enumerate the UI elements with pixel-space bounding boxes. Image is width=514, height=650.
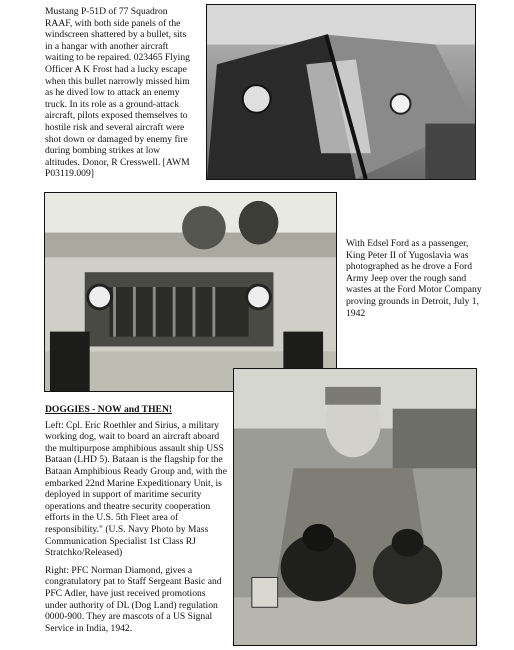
doggies-text: [45, 404, 228, 640]
jeep-caption-text: With Edsel Ford as a passenger, King Peter II of Yugoslavia was photographed as he drove a Ford Army Jeep over the rough sand wastes at the Ford Motor Company proving grounds in Detroit, July 1, 1942: [346, 238, 482, 319]
doggies-right-caption: Right: PFC Norman Diamond, gives a congratulatory pat to Staff Sergeant Basic and PFC Adler, have just received promotions under authority of DL (Dog Land) regulation 0000-900. They are mascots of a US Signal Service in India, 1942.: [45, 564, 222, 634]
doggies-photo: [233, 368, 477, 646]
jeep-photo: [44, 192, 337, 392]
p51d-windscreen-photo: [206, 4, 476, 180]
doggies-left-caption: Left: Cpl. Eric Roethler and Sirius, a military working dog, wait to board an aircraft aboard the multipurpose amphibious assault ship USS Bataan (LHD 5). Bataan is the flagship for the Bataan Amphibious Ready Group and, with the embarked 22nd Marine Expeditionary Unit, is deployed in support of maritime security operations and theatre security cooperation efforts in the U.S. 5th Fleet area of responsibility." (U.S. Navy Photo by Mass Communication Specialist 1st Class RJ Stratchko/Released): [45, 419, 227, 559]
jeep-caption: [346, 238, 486, 319]
p51d-caption-text: Mustang P-51D of 77 Squadron RAAF, with both side panels of the windscreen shattered by a bullet, sits in a hangar with another aircraft waiting to be repaired. 023465 Flying Officer A K Frost had a lucky escape when this bullet narrowly missed him as he dived low to attack an enemy truck. In its role as a ground-attack aircraft, pilots exposed themselves to hostile risk and several aircraft were shot down or damaged by enemy fire during bombing strikes at low altitudes. Donor, R Cresswell. [AWM P03119.009]: [45, 6, 190, 180]
p51d-caption: [45, 6, 195, 180]
doggies-heading: DOGGIES - NOW and THEN!: [45, 404, 173, 415]
